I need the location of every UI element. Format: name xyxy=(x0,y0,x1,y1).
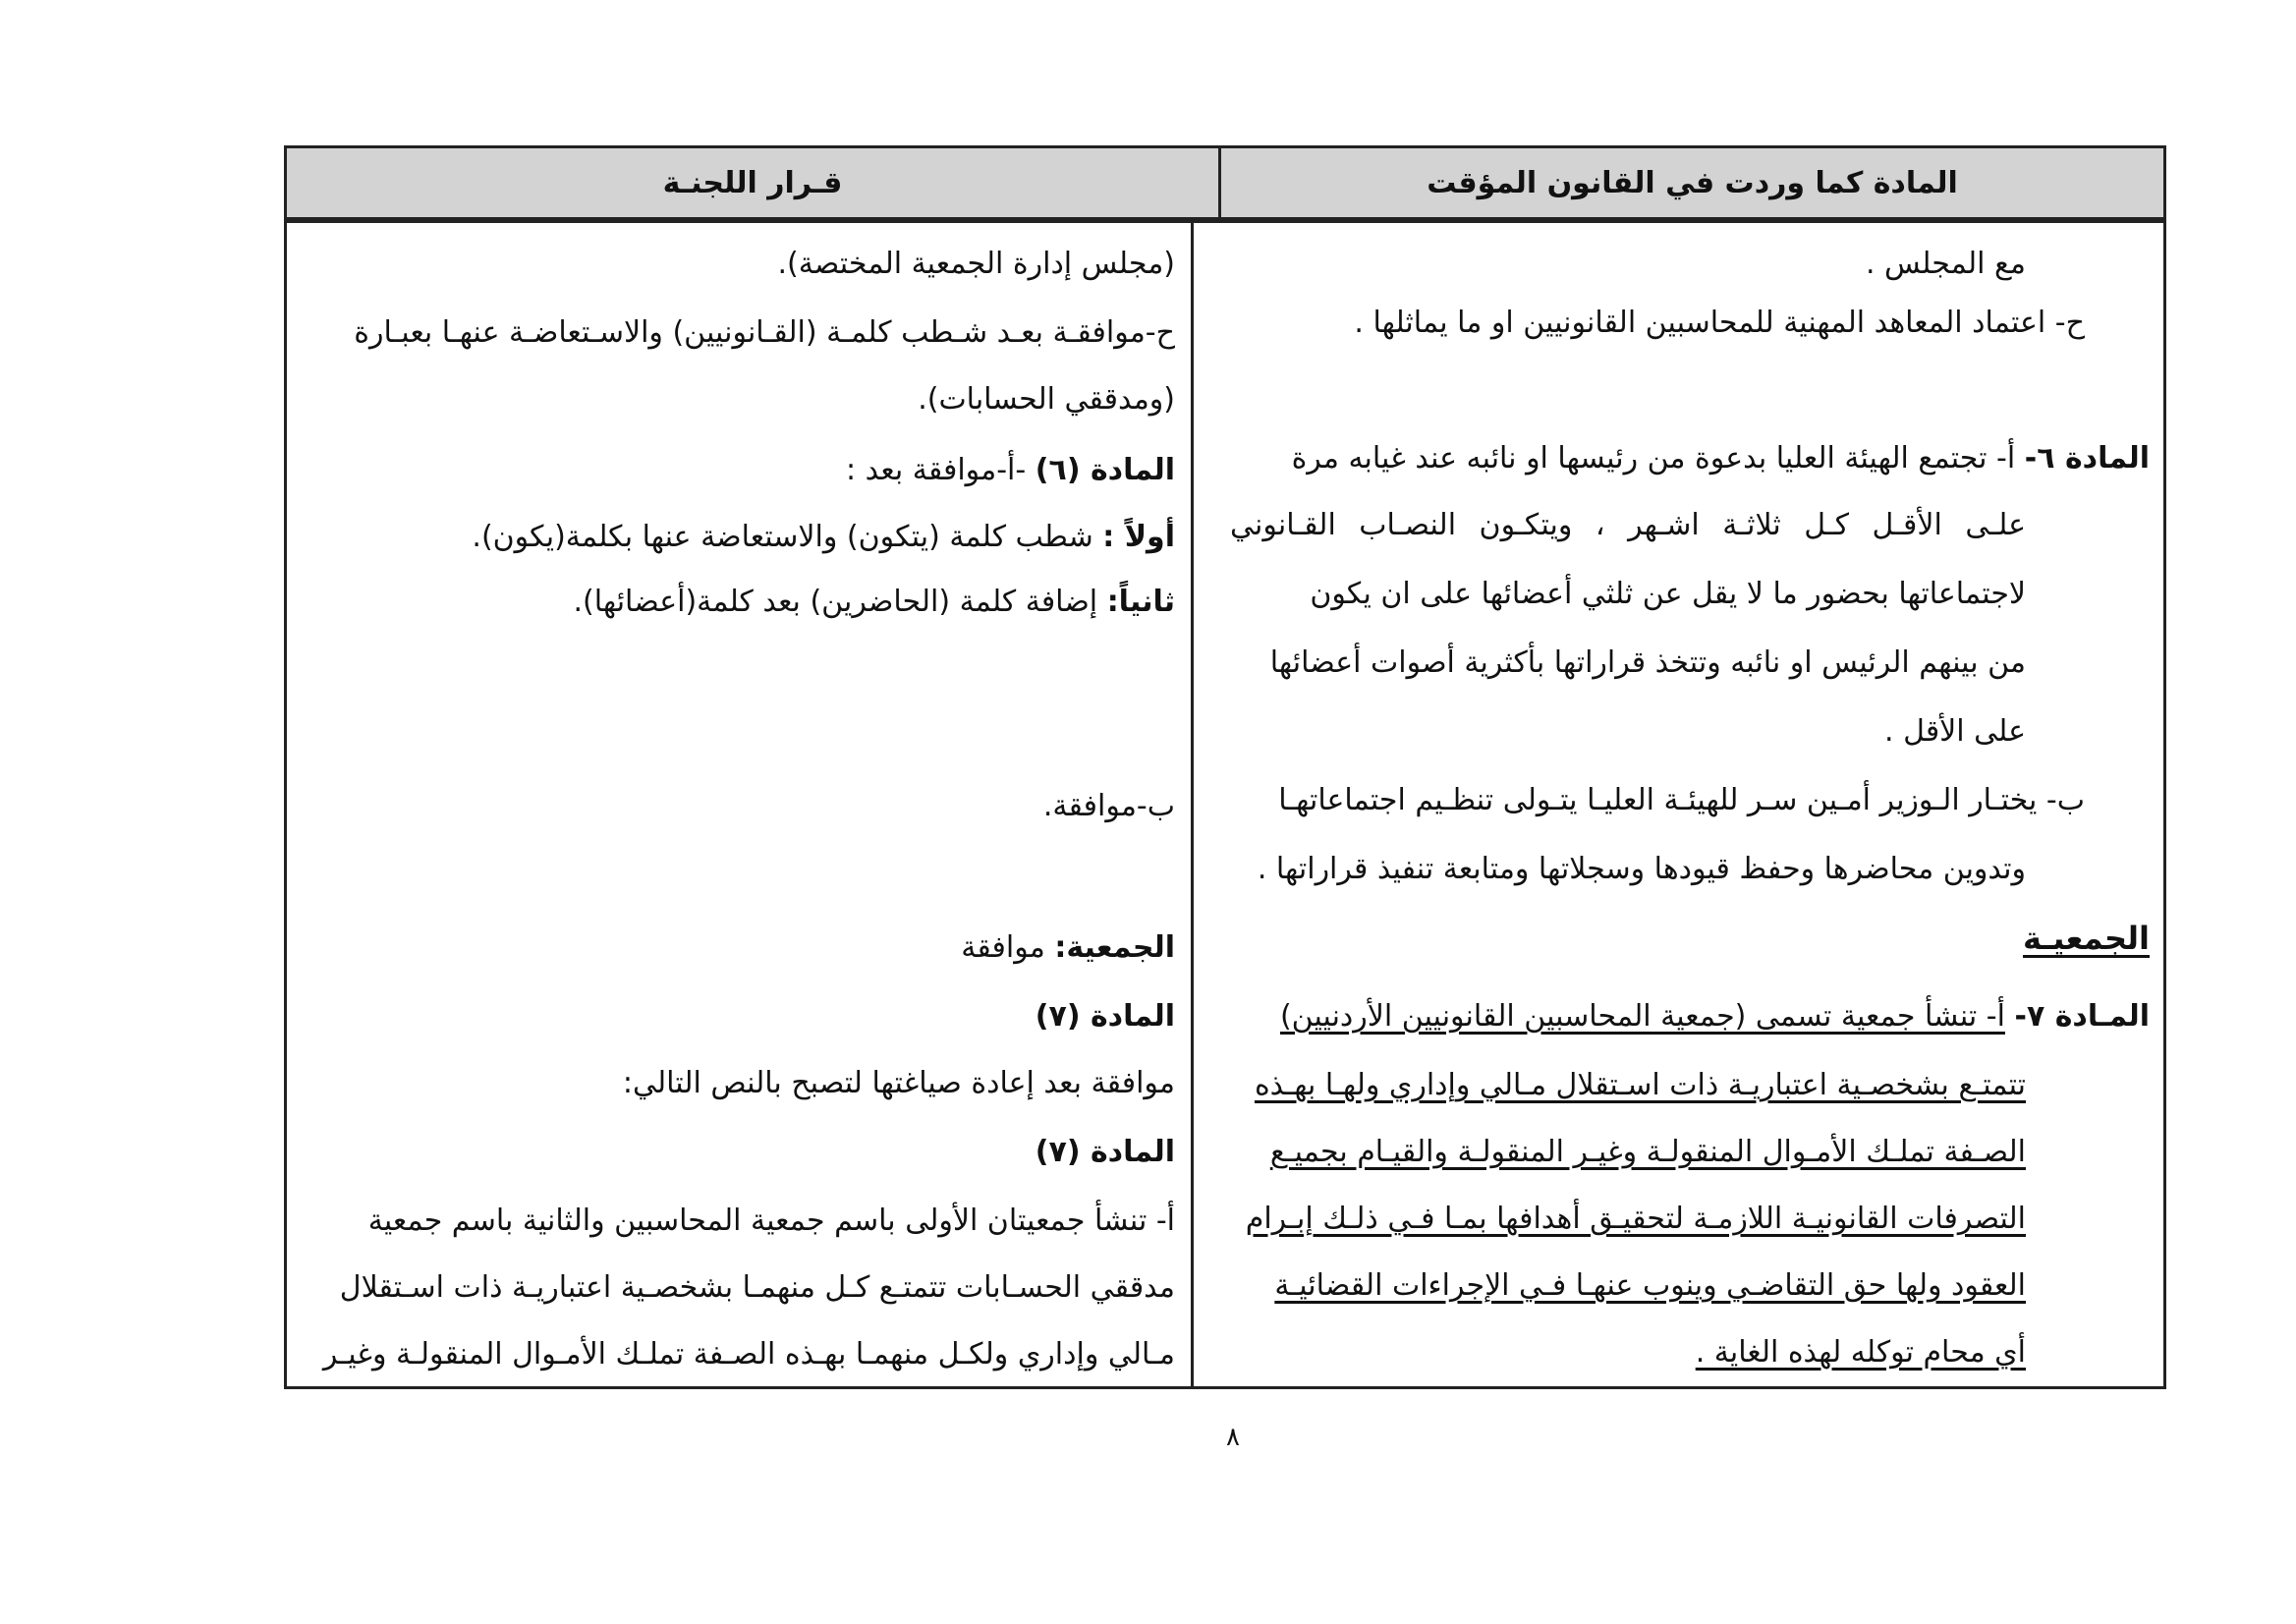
comparison-table xyxy=(284,220,2166,1389)
article-7-line xyxy=(1280,997,2150,1036)
text-span: أ- تجتمع الهيئة العليا بدعوة من رئيسها او نائبه عند غيابه مرة xyxy=(1291,441,2016,476)
page-number: ٨ xyxy=(1226,1423,1240,1452)
text-line: ب- يختـار الـوزير أمـين سـر للهيئـة العليـا يتـولى تنظـيم اجتماعاتهـا xyxy=(1278,783,2085,817)
text-line: ح- اعتماد المعاهد المهنية للمحاسبين القانونيين او ما يماثلها . xyxy=(1354,306,2085,340)
text-line: علـى الأقـل كـل ثلاثـة اشـهر ، ويتكـون النصـاب القـانوني xyxy=(1230,508,2026,542)
text-line xyxy=(1246,1200,2026,1239)
committee-decision-column xyxy=(287,223,1189,1386)
article-6-line xyxy=(1236,439,2150,478)
text-line: مدققي الحسـابات تتمتـع كـل منهمـا بشخصـية اعتباريـة ذات اسـتقلال xyxy=(339,1270,1175,1305)
section-heading xyxy=(2023,919,2150,958)
underlined-text: التصرفات القانونيـة اللازمـة لتحقيـق أهدافها بمـا فـي ذلـك إبـرام xyxy=(1245,1202,2026,1236)
text-line: من بينهم الرئيس او نائبه وتتخذ قراراتها بأكثرية أصوات أعضائها xyxy=(1269,645,2026,680)
text-line: ب-موافقة. xyxy=(1042,789,1175,823)
text-line xyxy=(1274,1266,2026,1306)
item-label: ثانياً: xyxy=(1106,585,1175,619)
underlined-text: تتمتـع بشخصـية اعتباريـة ذات اسـتقلال مـالي وإداري ولهـا بهـذه xyxy=(1254,1068,2026,1102)
text-line: (مجلس إدارة الجمعية المختصة). xyxy=(777,247,1175,281)
article-label: المادة ٦- xyxy=(2024,441,2150,476)
article-label: المادة (٦) xyxy=(1035,453,1175,487)
underlined-text: أ- تنشأ جمعية تسمى (جمعية المحاسبين القانونيين الأردنيين) xyxy=(1279,999,2005,1034)
underlined-text: الصـفة تملـك الأمـوال المنقولـة وغيـر المنقولـة والقيـام بجميـع xyxy=(1269,1135,2026,1169)
text-line: أ- تنشأ جمعيتان الأولى باسم جمعية المحاسبين والثانية باسم جمعية xyxy=(367,1204,1175,1238)
item-label: الجمعية: xyxy=(1054,930,1175,965)
text-line: (ومدققي الحسابات). xyxy=(918,382,1175,417)
text-line xyxy=(574,583,1176,622)
text-line xyxy=(1255,1066,2026,1105)
item-label: أولاً : xyxy=(1102,520,1175,554)
text-line: مع المجلس . xyxy=(1865,247,2026,281)
header-original-text: المادة كما وردت في القانون المؤقت xyxy=(1218,148,2163,217)
underlined-text: أي محام توكله لهذه الغاية . xyxy=(1695,1335,2026,1370)
text-line xyxy=(1696,1333,2026,1372)
underlined-text: العقود ولها حق التقاضـي وينوب عنهـا فـي الإجراءات القضائيـة xyxy=(1274,1268,2026,1303)
text-line xyxy=(846,451,1175,490)
text-line: مـالي وإداري ولكـل منهمـا بهـذه الصـفة تملـك الأمـوال المنقولـة وغيـر xyxy=(322,1337,1175,1372)
text-span: موافقة xyxy=(961,930,1045,965)
section-heading-text: الجمعيـة xyxy=(2023,920,2150,957)
header-committee-decision: قـرار اللجنـة xyxy=(662,165,843,200)
text-line xyxy=(961,928,1175,968)
original-law-column xyxy=(1220,223,2163,1386)
text-line: المادة (٧) xyxy=(1035,1135,1175,1169)
table-header xyxy=(284,145,2166,220)
text-line: موافقة بعد إعادة صياغتها لتصبح بالنص التالي: xyxy=(622,1066,1175,1100)
text-line xyxy=(472,518,1175,557)
text-line: ح-موافقـة بعـد شـطب كلمـة (القـانونيين) والاسـتعاضـة عنهـا بعبـارة xyxy=(354,315,1175,350)
text-line: لاجتماعاتها بحضور ما لا يقل عن ثلثي أعضائها على ان يكون xyxy=(1310,577,2026,611)
text-line: على الأقل . xyxy=(1884,714,2026,749)
text-line: وتدوين محاضرها وحفظ قيودها وسجلاتها ومتابعة تنفيذ قراراتها . xyxy=(1257,852,2026,886)
text-span: شطب كلمة (يتكون) والاستعاضة عنها بكلمة(يكون). xyxy=(472,520,1093,554)
text-span: إضافة كلمة (الحاضرين) بعد كلمة(أعضائها). xyxy=(573,585,1098,619)
text-line xyxy=(1270,1133,2026,1172)
text-line: المادة (٧) xyxy=(1035,999,1175,1034)
article-label: المـادة ٧- xyxy=(2014,999,2150,1034)
column-divider xyxy=(1191,223,1194,1386)
text-span: -أ-موافقة بعد : xyxy=(845,453,1027,487)
